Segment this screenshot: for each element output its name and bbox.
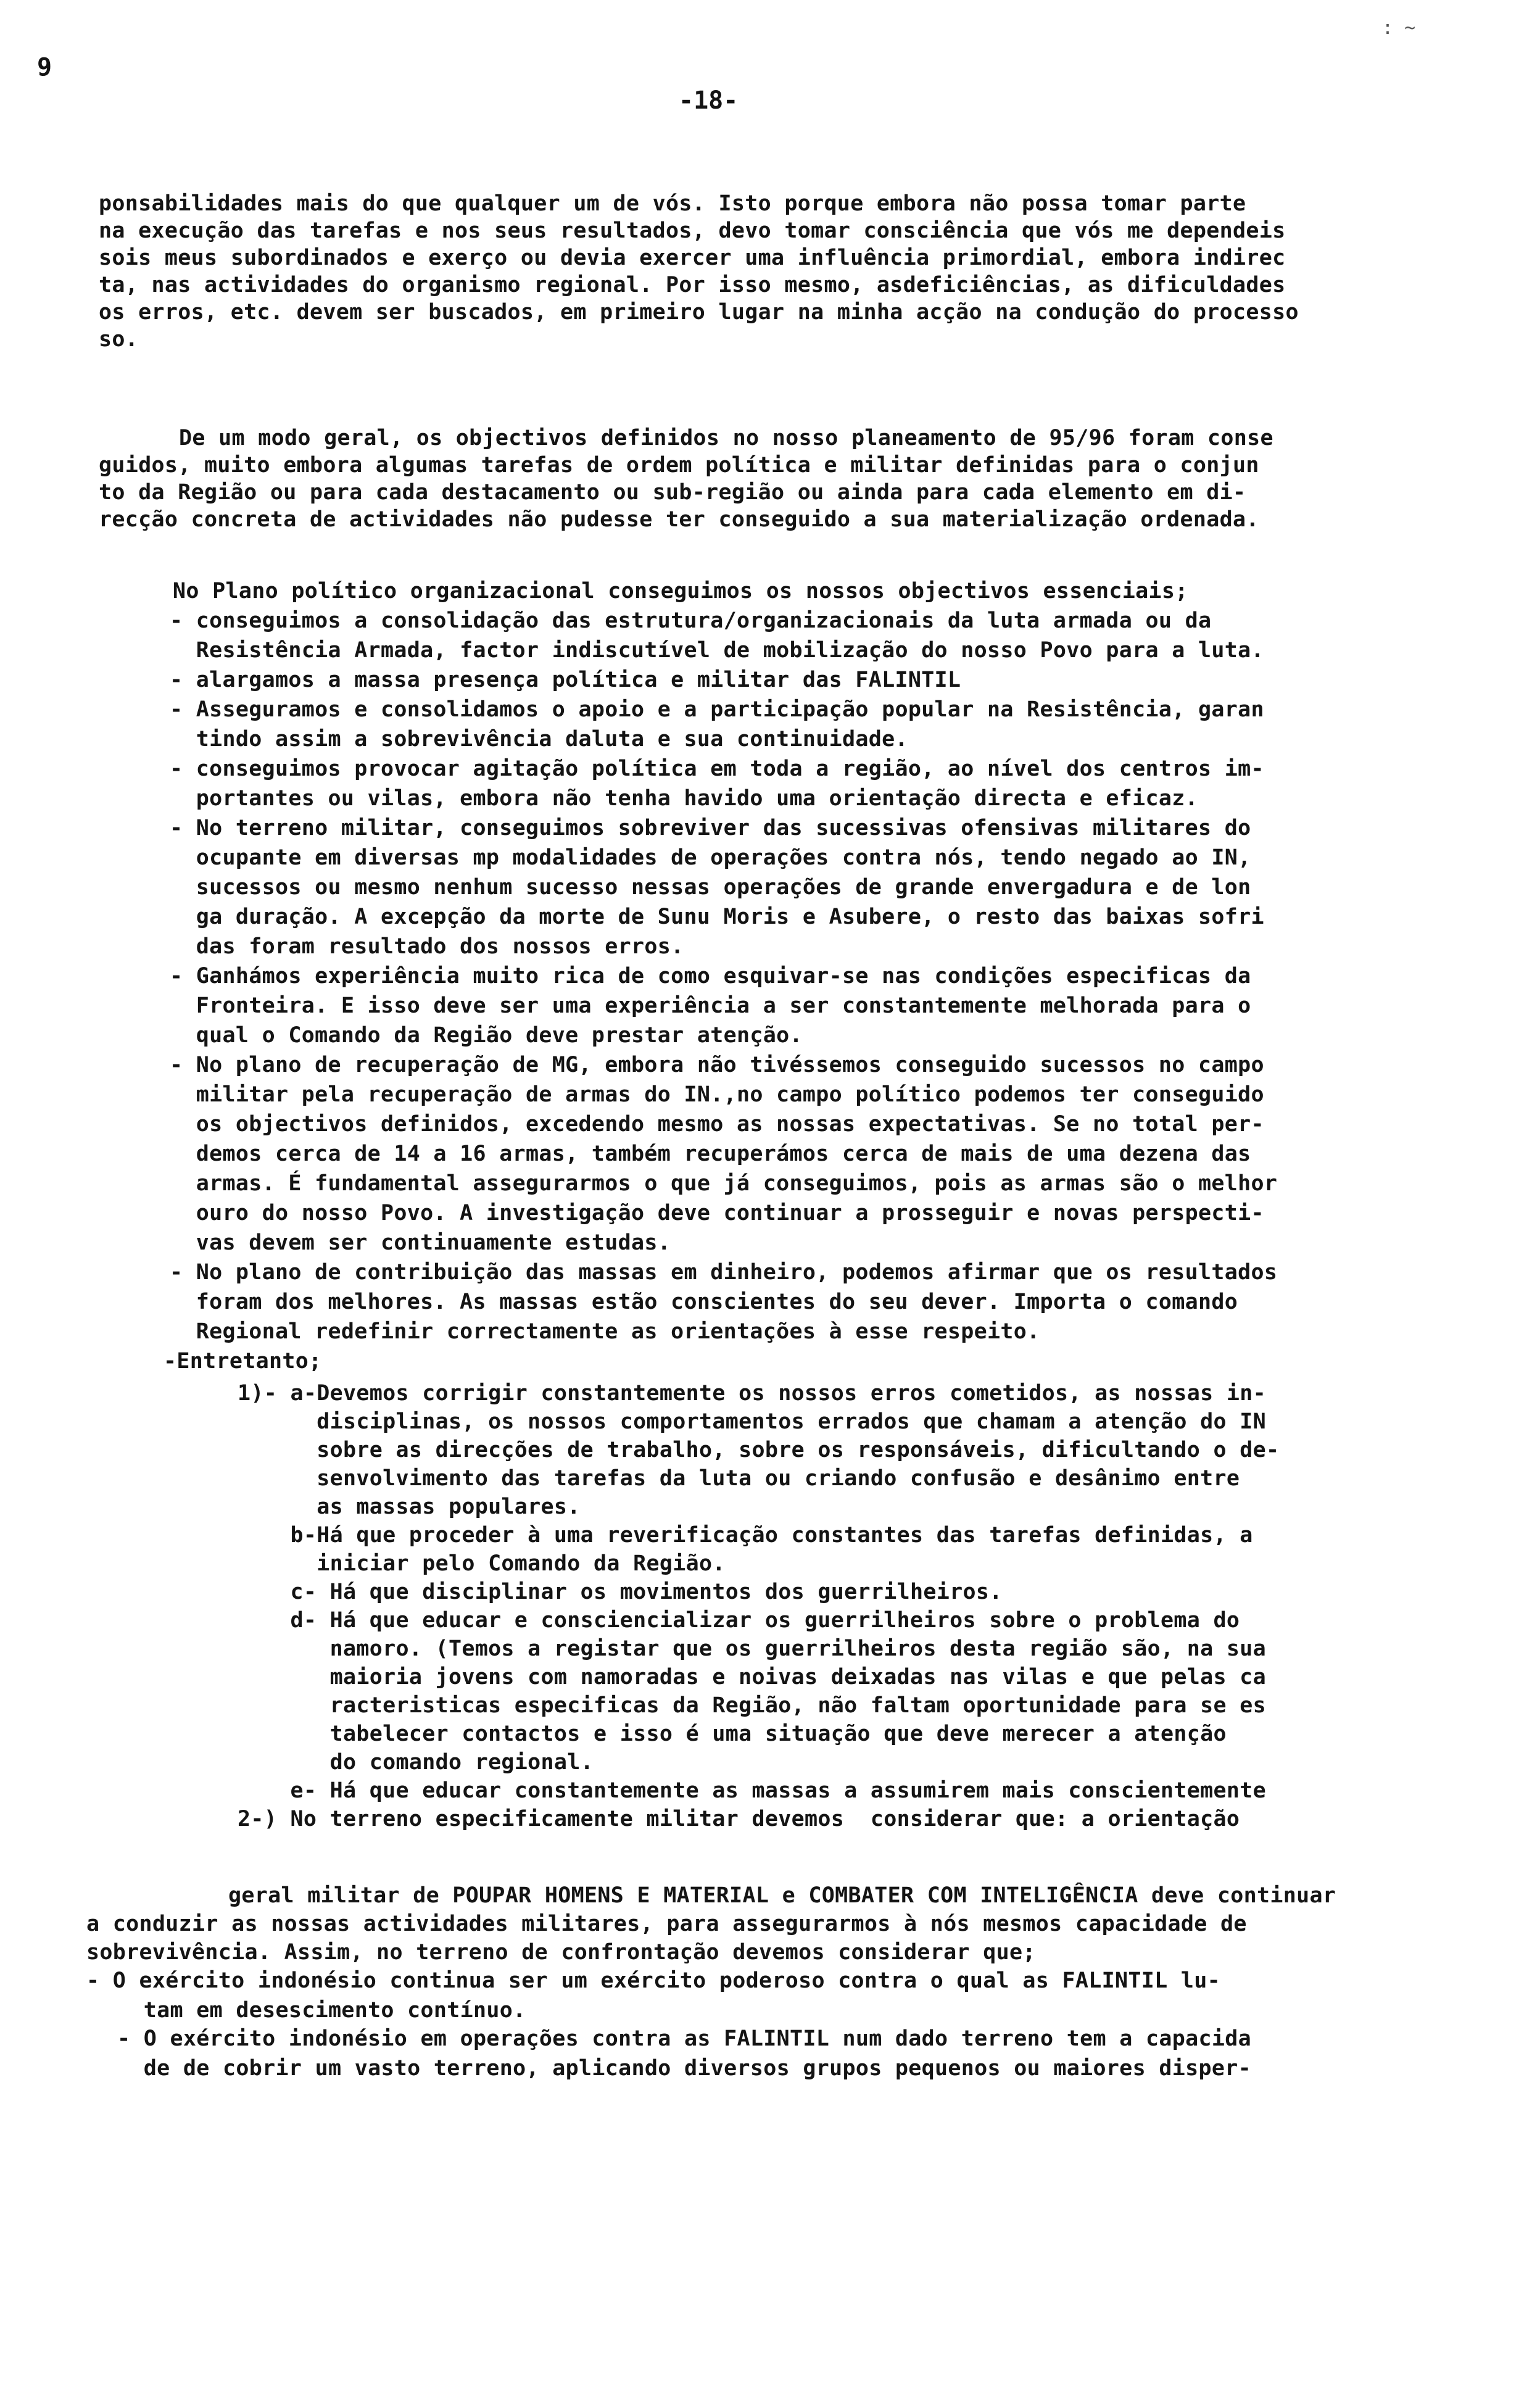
text-line: a conduzir as nossas actividades militares, para assegurarmos à nós mesmos capacidade de <box>86 1912 1247 1936</box>
text-line: De um modo geral, os objectivos definidos no nosso planeamento de 95/96 foram conse <box>179 426 1273 450</box>
list-item: ga duração. A excepção da morte de Sunu Moris e Asubere, o resto das baixas sofri <box>170 905 1264 929</box>
text-line: geral militar de POUPAR HOMENS E MATERIAL e COMBATER COM INTELIGÊNCIA deve continuar <box>228 1883 1336 1908</box>
list-item: - conseguimos a consolidação das estrutura/organizacionais da luta armada ou da <box>170 608 1212 633</box>
list-item: 2-) No terreno especificamente militar devemos considerar que: a orientação <box>238 1807 1240 1831</box>
text-line: No Plano político organizacional conseguimos os nossos objectivos essenciais; <box>173 579 1188 603</box>
list-item: racteristicas especificas da Região, não faltam oportunidade para se es <box>238 1693 1266 1718</box>
list-item: tindo assim a sobrevivência daluta e sua continuidade. <box>170 727 908 752</box>
list-item: do comando regional. <box>238 1750 594 1775</box>
text-line: so. <box>99 327 139 352</box>
list-item: - alargamos a massa presença política e militar das FALINTIL <box>170 668 961 692</box>
list-item: tabelecer contactos e isso é uma situação que deve merecer a atenção <box>238 1722 1227 1746</box>
list-item: de de cobrir um vasto terreno, aplicando diversos grupos pequenos ou maiores disper- <box>117 2056 1251 2081</box>
text-line: - O exército indonésio continua ser um exército poderoso contra o qual as FALINTIL lu- <box>86 1968 1220 1993</box>
text-line: na execução das tarefas e nos seus resultados, devo tomar consciência que vós me dependeis <box>99 218 1286 243</box>
list-item: disciplinas, os nossos comportamentos errados que chamam a atenção do IN <box>238 1409 1266 1434</box>
list-item: sobre as direcções de trabalho, sobre os responsáveis, dificultando o de- <box>238 1438 1280 1462</box>
list-item: e- Há que educar constantemente as massas a assumirem mais conscientemente <box>238 1778 1266 1803</box>
list-item: militar pela recuperação de armas do IN.,no campo político podemos ter conseguido <box>170 1082 1264 1107</box>
list-item: - Asseguramos e consolidamos o apoio e a participação popular na Resistência, garan <box>170 697 1264 722</box>
list-item: tam em desescimento contínuo. <box>117 1998 526 2023</box>
list-item: as massas populares. <box>238 1495 581 1519</box>
list-item: - O exército indonésio em operações contra as FALINTIL num dado terreno tem a capacida <box>117 2026 1251 2051</box>
list-item: qual o Comando da Região deve prestar atenção. <box>170 1023 803 1048</box>
list-item: d- Há que educar e consciencializar os guerrilheiros sobre o problema do <box>238 1608 1240 1633</box>
list-item: 1)- a-Devemos corrigir constantemente os nossos erros cometidos, as nossas in- <box>238 1381 1266 1406</box>
page-number: -18- <box>679 86 739 115</box>
text-line: to da Região ou para cada destacamento ou sub-região ou ainda para cada elemento em di- <box>99 480 1246 505</box>
list-item: sucessos ou mesmo nenhum sucesso nessas operações de grande envergadura e de lon <box>170 875 1251 900</box>
text-line: ta, nas actividades do organismo regional. Por isso mesmo, asdeficiências, as dificuldades <box>99 273 1286 297</box>
list-item: maioria jovens com namoradas e noivas deixadas nas vilas e que pelas ca <box>238 1665 1266 1689</box>
list-item: ocupante em diversas mp modalidades de operações contra nós, tendo negado ao IN, <box>170 845 1251 870</box>
list-item: namoro. (Temos a registar que os guerrilheiros desta região são, na sua <box>238 1636 1266 1661</box>
list-item: ouro do nosso Povo. A investigação deve continuar a prosseguir e novas perspecti- <box>170 1201 1264 1225</box>
list-item: portantes ou vilas, embora não tenha havido uma orientação directa e eficaz. <box>170 786 1198 811</box>
list-item: Regional redefinir correctamente as orientações à esse respeito. <box>170 1319 1040 1344</box>
list-item: vas devem ser continuamente estudas. <box>170 1230 671 1255</box>
text-line: sobrevivência. Assim, no terreno de confrontação devemos considerar que; <box>86 1940 1036 1965</box>
list-item: armas. É fundamental assegurarmos o que já conseguimos, pois as armas são o melhor <box>170 1171 1278 1196</box>
list-item: demos cerca de 14 a 16 armas, também recuperámos cerca de mais de uma dezena das <box>170 1142 1251 1166</box>
list-item: foram dos melhores. As massas estão conscientes do seu dever. Importa o comando <box>170 1290 1238 1314</box>
list-item: - No plano de contribuição das massas em dinheiro, podemos afirmar que os resultados <box>170 1260 1278 1285</box>
list-item: Resistência Armada, factor indiscutível de mobilização do nosso Povo para a luta. <box>170 638 1264 663</box>
text-line: ponsabilidades mais do que qualquer um de vós. Isto porque embora não possa tomar parte <box>99 191 1246 216</box>
margin-mark: 9 <box>37 53 52 81</box>
list-item: Fronteira. E isso deve ser uma experiência a ser constantemente melhorada para o <box>170 993 1251 1018</box>
list-item: iniciar pelo Comando da Região. <box>238 1551 726 1576</box>
list-item: senvolvimento das tarefas da luta ou criando confusão e desânimo entre <box>238 1466 1240 1491</box>
text-line: recção concreta de actividades não pudesse ter conseguido a sua materialização ordenada. <box>99 507 1259 532</box>
list-item: - Ganhámos experiência muito rica de como esquivar-se nas condições especificas da <box>170 964 1251 989</box>
list-item: - conseguimos provocar agitação política em toda a região, ao nível dos centros im- <box>170 757 1264 781</box>
list-item: b-Há que proceder à uma reverificação constantes das tarefas definidas, a <box>238 1523 1253 1548</box>
list-item: - No terreno militar, conseguimos sobreviver das sucessivas ofensivas militares do <box>170 816 1251 840</box>
list-item: - No plano de recuperação de MG, embora não tivéssemos conseguido sucessos no campo <box>170 1053 1264 1077</box>
text-line: sois meus subordinados e exerço ou devia exercer uma influência primordial, embora indirec <box>99 246 1286 270</box>
list-item: das foram resultado dos nossos erros. <box>170 934 684 959</box>
text-line: -Entretanto; <box>164 1349 322 1374</box>
corner-marks: : ~ <box>1382 17 1416 39</box>
text-line: os erros, etc. devem ser buscados, em primeiro lugar na minha acção na condução do processo <box>99 300 1299 325</box>
text-line: guidos, muito embora algumas tarefas de ordem política e militar definidas para o conjun <box>99 453 1259 478</box>
list-item: os objectivos definidos, excedendo mesmo as nossas expectativas. Se no total per- <box>170 1112 1264 1137</box>
list-item: c- Há que disciplinar os movimentos dos guerrilheiros. <box>238 1580 1003 1604</box>
